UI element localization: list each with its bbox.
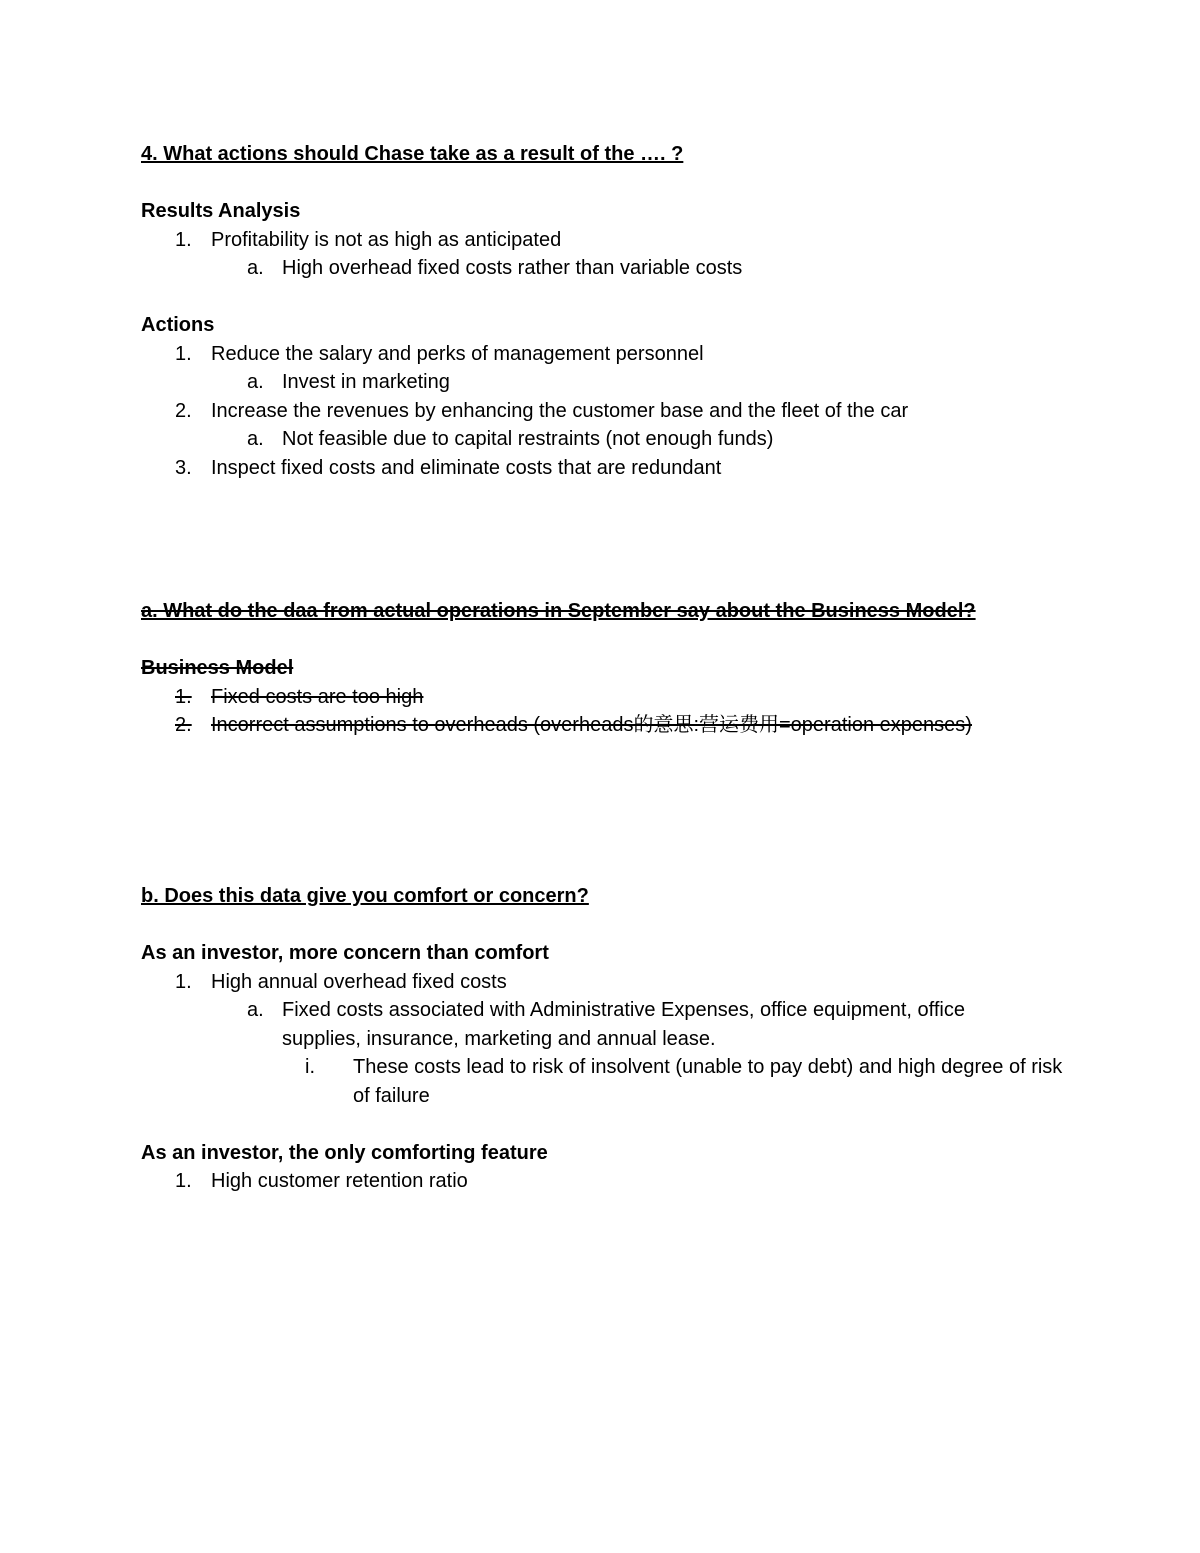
section-comfort-concern: [141, 882, 1101, 1196]
list-item-text: Reduce the salary and perks of management personnel: [211, 342, 704, 365]
list-marker: 1.: [175, 1170, 192, 1192]
concern-heading: As an investor, more concern than comfort: [141, 942, 549, 964]
list-item-text: High annual overhead fixed costs: [211, 970, 507, 993]
business-model-heading: Business Model: [141, 657, 294, 679]
list-marker: a.: [247, 257, 264, 279]
list-item: [141, 711, 1101, 740]
section-a-title: a. What do the daa from actual operations in September say about the Business Model?: [141, 600, 976, 622]
list-item: [141, 683, 1101, 712]
section-b-title: b. Does this data give you comfort or concern?: [141, 885, 589, 907]
list-item-text: High customer retention ratio: [211, 1170, 468, 1192]
list-item-text: High overhead fixed costs rather than variable costs: [282, 257, 743, 279]
list-item: [141, 254, 1101, 283]
section-actions: [141, 140, 1101, 482]
list-item-text: Inspect fixed costs and eliminate costs that are redundant: [211, 456, 722, 479]
list-item: [141, 226, 1101, 255]
list-marker: i.: [305, 1056, 315, 1078]
list-item: [141, 996, 1101, 1053]
list-marker: 2.: [175, 399, 192, 422]
list-marker: 3.: [175, 456, 192, 479]
list-marker: 2.: [175, 714, 192, 736]
list-item-text: These costs lead to risk of insolvent (unable to pay debt) and high degree of risk of failure: [353, 1056, 1063, 1107]
list-item: [141, 1053, 1101, 1110]
section-4-title: 4. What actions should Chase take as a result of the …. ?: [141, 143, 684, 165]
list-marker: a.: [247, 428, 264, 450]
section-business-model: [141, 597, 1101, 740]
actions-heading: Actions: [141, 314, 215, 336]
list-item: [141, 425, 1101, 454]
list-item-text: Invest in marketing: [282, 371, 450, 393]
list-marker: 1.: [175, 228, 192, 251]
list-item: [141, 968, 1101, 997]
list-marker: 1.: [175, 970, 192, 993]
list-marker: 1.: [175, 342, 192, 365]
results-analysis-heading: Results Analysis: [141, 200, 301, 222]
list-item-text: Profitability is not as high as anticipated: [211, 228, 562, 251]
list-item: [141, 368, 1101, 397]
comfort-heading: As an investor, the only comforting feature: [141, 1141, 548, 1164]
list-item-text: Increase the revenues by enhancing the customer base and the fleet of the car: [211, 399, 909, 422]
list-marker: a.: [247, 999, 264, 1021]
list-marker: 1.: [175, 685, 192, 708]
list-item: [141, 397, 1101, 426]
list-item-text: Fixed costs are too high: [211, 685, 424, 708]
list-marker: a.: [247, 371, 264, 393]
list-item-text: Fixed costs associated with Administrative Expenses, office equipment, office supplies, insurance, marketing and annual lease.: [282, 999, 965, 1050]
list-item: [141, 340, 1101, 369]
list-item-text: Incorrect assumptions to overheads (overheads的意思:营运费用=operation expenses): [211, 714, 972, 736]
list-item: [141, 454, 1101, 483]
list-item: [141, 1167, 1101, 1196]
list-item-text: Not feasible due to capital restraints (not enough funds): [282, 428, 774, 450]
